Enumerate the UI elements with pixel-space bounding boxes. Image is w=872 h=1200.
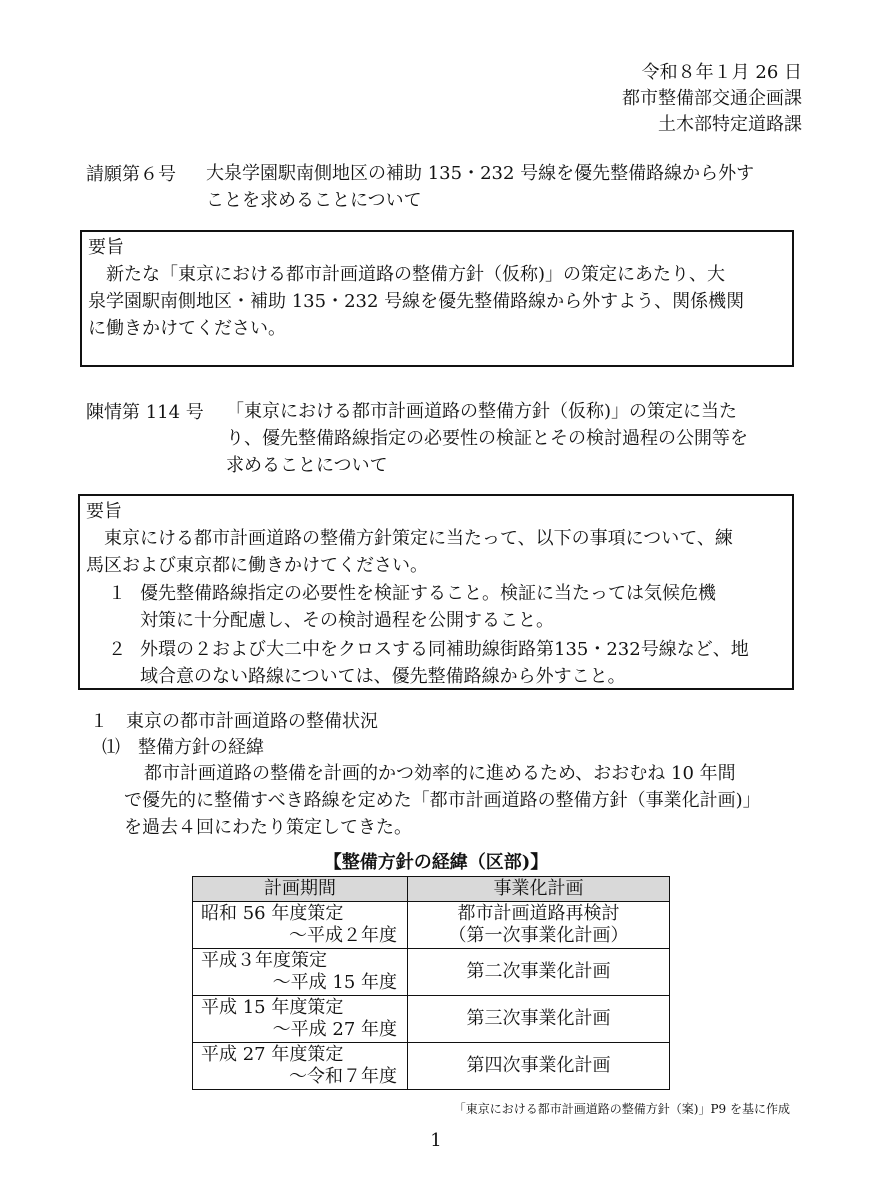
- list-item-text: 対策に十分配慮し、その検討過程を公開すること。: [140, 610, 554, 631]
- plan-name: 第四次事業化計画: [466, 1055, 611, 1076]
- table-header-cell: 事業化計画: [408, 877, 670, 902]
- plan-subname: （第一次事業化計画）: [448, 925, 629, 946]
- department-name: 都市整備部交通企画課: [622, 88, 802, 109]
- plan-history-table: [192, 876, 670, 1090]
- summary-line: 泉学園駅南側地区・補助 135・232 号線を優先整備路線から外すよう、関係機関: [88, 291, 745, 312]
- petition-summary-box: [80, 230, 794, 367]
- period-end: ～平成 15 年度: [272, 972, 397, 993]
- table-row: [193, 996, 670, 1043]
- plan-name: 都市計画道路再検討: [457, 903, 620, 924]
- summary-line: 新たな「東京における都市計画道路の整備方針（仮称)」の策定にあたり、大: [106, 264, 726, 285]
- section-heading: １ 東京の都市計画道路の整備状況: [90, 711, 378, 732]
- summary-line: 東京にける都市計画道路の整備方針策定に当たって、以下の事項について、練: [104, 528, 733, 549]
- department-name: 土木部特定道路課: [658, 114, 802, 135]
- petition-title-line: 大泉学園駅南側地区の補助 135・232 号線を優先整備路線から外す: [206, 163, 755, 184]
- petition-title-line: ことを求めることについて: [206, 190, 422, 211]
- petition-title-line: り、優先整備路線指定の必要性の検証とその検討過程の公開等を: [226, 428, 748, 449]
- period-cell: [193, 902, 408, 949]
- subsection-heading: ⑴ 整備方針の経緯: [102, 737, 264, 758]
- table-header-row: [193, 877, 670, 902]
- list-item-text: 優先整備路線指定の必要性を検証すること。検証に当たっては気候危機: [140, 583, 716, 604]
- list-item-text: 外環の２および大二中をクロスする同補助線街路第135・232号線など、地: [140, 639, 749, 660]
- plan-cell: [408, 949, 670, 996]
- period-end: ～平成２年度: [289, 925, 397, 946]
- period-start: 平成 15 年度策定: [201, 997, 344, 1018]
- table-row: [193, 902, 670, 949]
- body-text: で優先的に整備すべき路線を定めた「都市計画道路の整備方針（事業化計画)」: [124, 790, 761, 811]
- summary-line: に働きかけてください。: [88, 318, 286, 339]
- petition-number: 陳情第 114 号: [86, 402, 204, 423]
- plan-cell: [408, 902, 670, 949]
- table-header-cell: 計画期間: [193, 877, 408, 902]
- body-text: 都市計画道路の整備を計画的かつ効率的に進めるため、おおむね 10 年間: [144, 763, 736, 784]
- summary-heading: 要旨: [88, 237, 124, 258]
- period-start: 平成３年度策定: [201, 950, 327, 971]
- plan-name: 第二次事業化計画: [466, 961, 611, 982]
- summary-line: 馬区および東京都に働きかけてください。: [86, 555, 428, 576]
- table-row: [193, 1043, 670, 1090]
- petition-number: 請願第６号: [86, 164, 176, 185]
- table-source-note: 「東京における都市計画道路の整備方針（案)」P9 を基に作成: [453, 1102, 790, 1116]
- table-row: [193, 949, 670, 996]
- period-start: 平成 27 年度策定: [201, 1044, 344, 1065]
- plan-cell: [408, 1043, 670, 1090]
- body-text: を過去４回にわたり策定してきた。: [124, 817, 412, 838]
- period-start: 昭和 56 年度策定: [201, 903, 344, 924]
- list-item-number: ２: [108, 639, 126, 660]
- period-cell: [193, 996, 408, 1043]
- period-end: ～令和７年度: [289, 1066, 397, 1087]
- plan-name: 第三次事業化計画: [466, 1008, 611, 1029]
- period-end: ～平成 27 年度: [272, 1019, 397, 1040]
- summary-heading: 要旨: [86, 501, 122, 522]
- list-item-number: １: [108, 583, 126, 604]
- document-date: 令和８年１月 26 日: [641, 62, 802, 83]
- plan-cell: [408, 996, 670, 1043]
- period-cell: [193, 949, 408, 996]
- page-number: 1: [430, 1130, 442, 1151]
- petition-title-line: 求めることについて: [226, 455, 388, 476]
- table-caption: 【整備方針の経緯（区部)】: [323, 852, 549, 873]
- list-item-text: 域合意のない路線については、優先整備路線から外すこと。: [140, 666, 626, 687]
- period-cell: [193, 1043, 408, 1090]
- petition-title-line: 「東京における都市計画道路の整備方針（仮称)」の策定に当た: [226, 401, 738, 422]
- petition-summary-box: [78, 494, 794, 690]
